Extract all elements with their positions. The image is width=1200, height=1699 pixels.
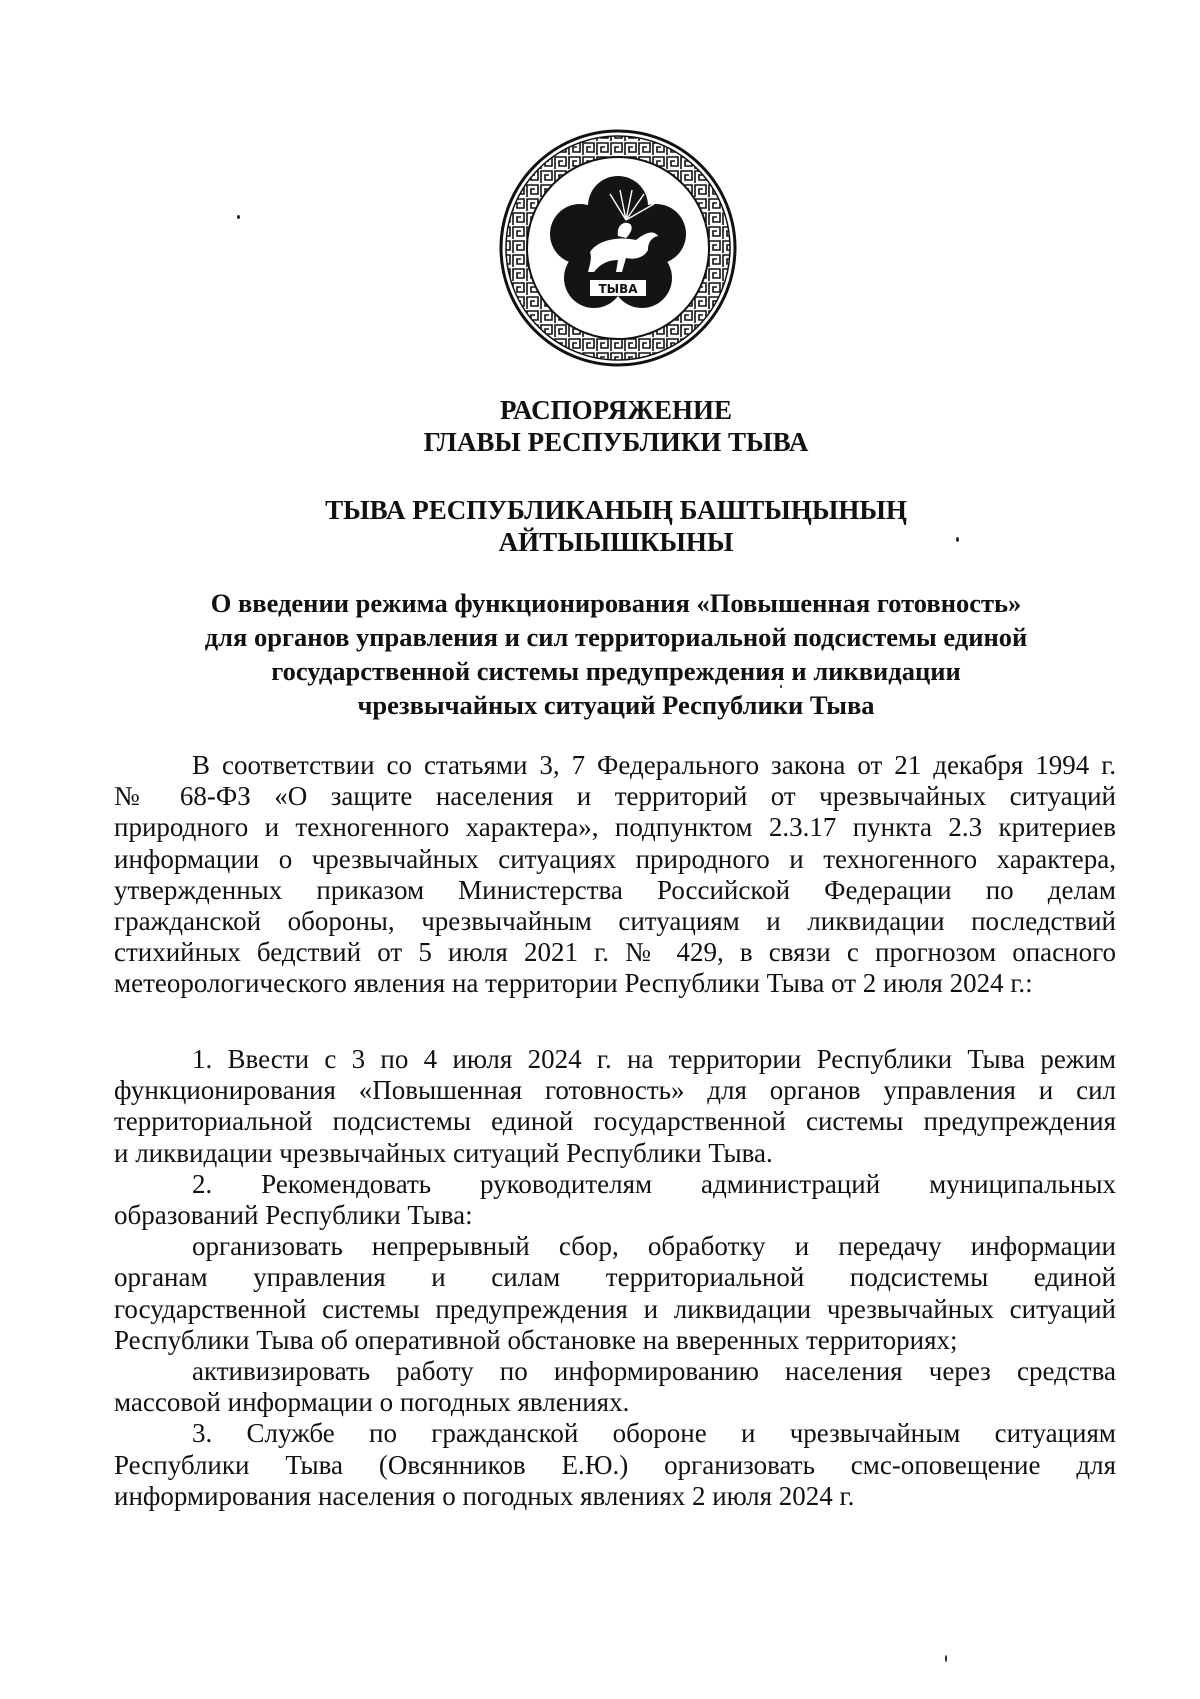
preamble-line: В соответствии со статьями 3, 7 Федерального закона от 21 декабря 1994 г. <box>192 750 1116 780</box>
item-1-line: функционирования «Повышенная готовность» для органов управления и сил <box>114 1075 1116 1106</box>
item-1-line: территориальной подсистемы единой государственной системы предупреждения <box>114 1106 1116 1137</box>
preamble-line: № 68-ФЗ «О защите населения и территорий от чрезвычайных ситуаций <box>114 781 1116 812</box>
title-line-2: ГЛАВЫ РЕСПУБЛИКИ ТЫВА <box>423 427 809 457</box>
document-subject <box>0 586 1200 722</box>
item-3-line: информирования населения о погодных явлениях 2 июля 2024 г. <box>114 1480 855 1511</box>
item-2-sub-1-line: Республики Тыва об оперативной обстановке на вверенных территориях; <box>114 1324 958 1355</box>
preamble-line: природного и техногенного характера», подпунктом 2.3.17 пункта 2.3 критериев <box>114 812 1116 843</box>
preamble-line: стихийных бедствий от 5 июля 2021 г. № 429, в связи с прогнозом опасного <box>114 937 1116 968</box>
item-2-subpoint-1 <box>114 1231 1116 1356</box>
item-1-line: и ликвидации чрезвычайных ситуаций Республики Тыва. <box>114 1137 773 1168</box>
item-2-line: 2. Рекомендовать руководителям администраций муниципальных <box>192 1168 1116 1199</box>
item-3-line: 3. Службе по гражданской обороне и чрезвычайным ситуациям <box>192 1418 1116 1449</box>
item-2-subpoint-2 <box>114 1356 1116 1418</box>
item-1-line: 1. Ввести с 3 по 4 июля 2024 г. на территории Республики Тыва режим <box>192 1044 1116 1074</box>
preamble-paragraph <box>114 750 1116 1000</box>
item-2-sub-2-line: активизировать работу по информированию населения через средства <box>192 1356 1116 1387</box>
item-2-sub-1-line: государственной системы предупреждения и ликвидации чрезвычайных ситуаций <box>114 1293 1116 1324</box>
scan-speck <box>945 1655 947 1662</box>
subject-line: О введении режима функционирования «Повышенная готовность» <box>210 588 1022 618</box>
subject-line: чрезвычайных ситуаций Республики Тыва <box>357 690 875 720</box>
document-title <box>0 394 1200 458</box>
preamble-line: информации о чрезвычайных ситуациях природного и техногенного характера, <box>114 843 1116 874</box>
title-line-1: РАСПОРЯЖЕНИЕ <box>499 395 733 425</box>
document-title-tuvan <box>0 494 1200 558</box>
item-2-line: образований Республики Тыва: <box>114 1200 473 1231</box>
item-1 <box>114 1044 1116 1169</box>
preamble-line: утвержденных приказом Министерства Российской Федерации по делам <box>114 874 1116 905</box>
tuvan-title-line-1: ТЫВА РЕСПУБЛИКАНЫҢ БАШТЫҢЫНЫҢ <box>325 495 907 525</box>
item-3-line: Республики Тыва (Овсянников Е.Ю.) организовать смс-оповещение для <box>114 1449 1116 1480</box>
scan-speck <box>237 215 240 219</box>
coat-of-arms-icon <box>498 128 738 368</box>
subject-line: государственной системы предупреждения и ликвидации <box>271 656 961 686</box>
item-2-sub-1-line: организовать непрерывный сбор, обработку и передачу информации <box>192 1231 1116 1262</box>
item-2 <box>114 1169 1116 1231</box>
svg-text:ТЫВА: ТЫВА <box>598 282 638 296</box>
item-3 <box>114 1418 1116 1512</box>
subject-line: для органов управления и сил территориальной подсистемы единой <box>204 622 1028 652</box>
preamble-line: гражданской обороны, чрезвычайным ситуациям и ликвидации последствий <box>114 906 1116 937</box>
tuvan-title-line-2: АЙТЫЫШКЫНЫ <box>498 527 734 557</box>
item-2-sub-2-line: массовой информации о погодных явлениях. <box>114 1387 630 1418</box>
order-items <box>114 1044 1116 1512</box>
item-2-sub-1-line: органам управления и силам территориальной подсистемы единой <box>114 1262 1116 1293</box>
preamble-line: метеорологического явления на территории Республики Тыва от 2 июля 2024 г.: <box>114 968 1033 999</box>
